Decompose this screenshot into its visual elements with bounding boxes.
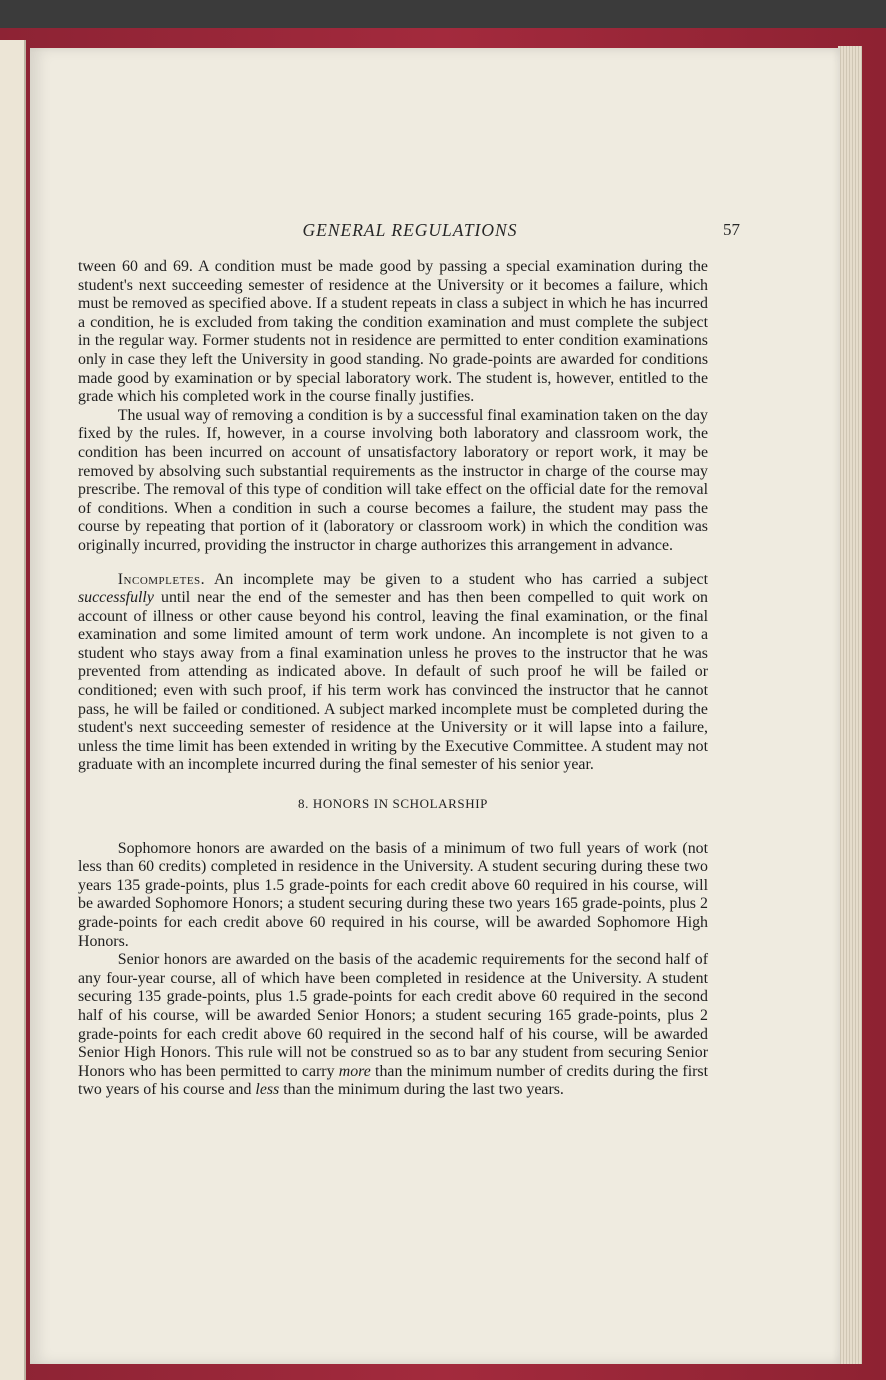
book-page (30, 48, 840, 1364)
senior-text-a: Senior honors are awarded on the basis of the academic requirements for the second half of any four-year course, all of which have been completed in residence at the University. A student securing 135 grade-points, plus 1.5 grade-points for each credit above 60 required in the second half of his course, will be awarded Senior Honors; a student securing 165 grade-points, plus 2 grade-points for each credit above 60 required in the second half of his course, will be awarded Senior High Honors. This rule will not be construed so as to bar any student from securing Senior Honors who has been permitted to carry (78, 951, 708, 1080)
senior-emphasis-more: more (338, 1062, 371, 1080)
senior-emphasis-less: less (255, 1081, 280, 1099)
incompletes-emphasis: successfully (78, 589, 154, 607)
paragraph-senior-honors (78, 951, 708, 1100)
page-stack-edge (838, 46, 862, 1364)
incompletes-text-a: An incomplete may be given to a student who has carried a subject (205, 570, 708, 588)
running-head (80, 220, 740, 246)
paragraph-sophomore-honors: Sophomore honors are awarded on the basis of a minimum of two full years of work (not less than 60 credits) completed in residence in the University. A student securing during these two years 135 grade-points, plus 1.5 grade-points for each credit above 60 required in his course, will be awarded Sophomore Honors; a student securing during these two years 165 grade-points, plus 2 grade-points for each credit above 60 required in his course, will be awarded Sophomore High Honors. (78, 839, 708, 950)
page-body (78, 258, 708, 1100)
paragraph-conditions-1: tween 60 and 69. A condition must be made good by passing a special examination during the student's next succeeding semester of residence at the University or it becomes a failure, which must be removed as specified above. If a student repeats in class a subject in which he has incurred a condition, he is excluded from taking the condition examination and must complete the subject in the regular way. Former students not in residence are permitted to enter condition examinations only in case they left the University in good standing. No grade-points are awarded for conditions made good by examination or by special laboratory work. The student is, however, entitled to the grade which his completed work in the course finally justifies. (78, 258, 708, 406)
page-number: 57 (723, 220, 740, 239)
paragraph-incompletes (78, 571, 708, 776)
senior-text-c: than the minimum during the last two years. (279, 1081, 564, 1099)
previous-page-edge (0, 40, 26, 1380)
senior-text-b: than the minimum number of credits during the first two years of his course and (78, 1062, 708, 1099)
incompletes-label: Incompletes. (117, 570, 206, 588)
section-heading: 8. HONORS IN SCHOLARSHIP (298, 796, 488, 812)
incompletes-text-b: until near the end of the semester and has then been compelled to quit work on account of illness or other cause beyond his control, leaving the final examination, or the final examination and some limited amount of term work undone. An incomplete is not given to a student who stays away from a final examination unless he proves to the instructor that he was prevented from attending as indicated above. In default of such proof he will be failed or conditioned; even with such proof, if his term work has convinced the instructor that he cannot pass, he will be failed or conditioned. A subject marked incomplete must be completed during the student's next succeeding semester of residence at the University or it will lapse into a failure, unless the time limit has been extended in writing by the Executive Committee. A student may not graduate with an incomplete incurred during the final semester of his senior year. (78, 589, 708, 774)
running-title: GENERAL REGULATIONS (302, 220, 518, 240)
paragraph-conditions-2: The usual way of removing a condition is by a successful final examination taken on the day fixed by the rules. If, however, in a course involving both laboratory and classroom work, the condition has been incurred on account of unsatisfactory laboratory or report work, it may be removed by absolving such substantial requirements as the instructor in charge of the course may prescribe. The removal of this type of condition will take effect on the official date for the removal of conditions. When a condition in such a course becomes a failure, the student may pass the course by repeating that portion of it (laboratory or classroom work) in which the condition was originally incurred, providing the instructor in charge authorizes this arrangement in advance. (78, 406, 708, 554)
